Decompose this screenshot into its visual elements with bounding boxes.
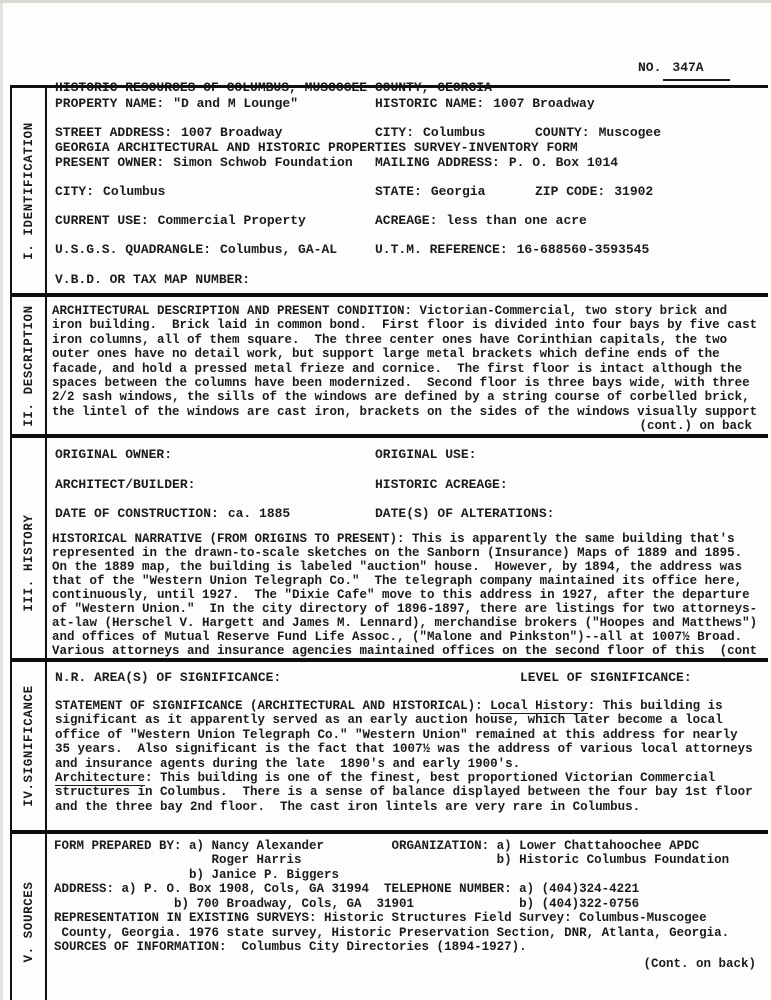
field-value: Columbus, GA-AL — [220, 242, 338, 258]
section-significance — [12, 658, 768, 830]
continued-tail: (cont — [704, 643, 758, 658]
field-label: N.R. AREA(S) OF SIGNIFICANCE: — [55, 670, 282, 685]
field-level-of-significance — [520, 670, 692, 687]
field-value: less than one acre — [446, 213, 587, 229]
field-label: MAILING ADDRESS: — [375, 154, 500, 170]
paragraph-line: 2/2 sash windows, the sills of the windows are defined by a string course of corbelled brick, — [52, 390, 750, 405]
field-current-use — [55, 206, 375, 235]
statement-tail: : This building is — [587, 699, 723, 713]
field-value: Commercial Property — [157, 213, 306, 229]
field-value: 31902 — [614, 183, 654, 199]
field-label: ZIP CODE: — [535, 183, 606, 199]
section-sources — [12, 830, 768, 1000]
section-significance-content — [47, 662, 768, 830]
sources-line: ADDRESS: a) P. O. Box 1908, Cols, GA 31994 TELEPHONE NUMBER: a) (404)324-4221 — [54, 882, 640, 897]
paragraph-line: at-law (Herschel V. Hargett and James M. Lennard), merchandise brokers ("Hoopes and Matthews") — [52, 615, 758, 630]
architecture-tail: : This building is one of the finest, best proportioned Victorian Commercial — [145, 771, 716, 786]
sources-line: SOURCES OF INFORMATION: Columbus City Directories (1894-1927). — [54, 940, 527, 955]
field-label: ORIGINAL USE: — [375, 447, 477, 462]
section-sources-label: V. SOURCES — [21, 881, 36, 963]
paragraph-line: HISTORICAL NARRATIVE (FROM ORIGINS TO PRESENT): This is apparently the same building that's — [52, 531, 735, 546]
header-line1: HISTORIC RESOURCES OF COLUMBUS, MUSCOGEE COUNTY, GEORGIA — [55, 80, 492, 95]
field-label: PROPERTY NAME: — [55, 96, 165, 111]
paragraph-line: and insurance agents during the late 1890's and early 1900's. — [55, 756, 521, 771]
field-value: 1007 Broadway — [181, 125, 283, 141]
field-value: P. O. Box 1014 — [508, 154, 619, 170]
field-label: V.B.D. OR TAX MAP NUMBER: — [55, 271, 251, 287]
paragraph-line: continuously, until 1927. The "Dixie Cafe" move to this address in 1927, after the departure — [52, 587, 750, 602]
statement-of-significance — [55, 699, 762, 814]
field-city — [55, 177, 375, 206]
paragraph-line: structures in Columbus. There is a sense of balance displayed between the four bay 1st floor — [55, 785, 753, 800]
field-row — [47, 148, 768, 177]
field-city-county — [375, 118, 768, 147]
form-number-label: NO. — [638, 60, 662, 75]
field-vbd-tax-map — [55, 265, 375, 293]
field-value: Muscogee — [598, 125, 662, 141]
field-original-use — [375, 440, 762, 470]
paragraph-line: iron columns, all of them square. The three center ones have Corinthian capitals, the two — [52, 332, 728, 347]
field-usgs-quadrangle — [55, 235, 375, 264]
field-label: CITY: — [55, 183, 95, 199]
field-label: HISTORIC ACREAGE: — [375, 476, 508, 492]
paragraph-line — [55, 699, 762, 713]
field-architect-builder — [55, 470, 375, 500]
paragraph-line: outer ones have no detail work, but support large metal brackets which define ends of the — [52, 347, 720, 362]
underlined-text: Local History — [490, 699, 588, 713]
section-identification-sidebar — [12, 88, 47, 293]
paragraph-line: significant as it apparently served as an early auction house, which later become a local — [55, 713, 723, 728]
sources-line: REPRESENTATION IN EXISTING SURVEYS: Historic Structures Field Survey: Columbus-Muscogee — [54, 911, 707, 926]
field-utm-reference — [375, 235, 768, 264]
field-row — [47, 440, 762, 470]
field-label: ACREAGE: — [375, 213, 438, 229]
field-label: LEVEL OF SIGNIFICANCE: — [520, 670, 692, 685]
header-line2: GEORGIA ARCHITECTURAL AND HISTORIC PROPERTIES SURVEY-INVENTORY FORM — [55, 140, 578, 155]
section-significance-sidebar — [12, 662, 47, 830]
continued-note: (cont.) on back — [639, 419, 752, 434]
section-history-content — [47, 438, 768, 658]
section-description-sidebar — [12, 297, 47, 434]
field-row — [47, 499, 762, 529]
paragraph-line: ARCHITECTURAL DESCRIPTION AND PRESENT CONDITION: Victorian-Commercial, two story brick and — [52, 304, 728, 318]
field-value: Simon Schwob Foundation — [173, 154, 353, 170]
field-row — [47, 235, 768, 264]
field-state-zip — [375, 177, 768, 206]
section-identification — [12, 85, 768, 293]
section-sources-content — [47, 834, 768, 1000]
field-original-owner — [55, 440, 375, 470]
paragraph-line: of "Western Union." In the city directory of 1896-1897, there are listings for two attorneys- — [52, 601, 758, 616]
sources-line: Roger Harris b) Historic Columbus Foundation — [54, 853, 730, 868]
field-city — [375, 118, 535, 147]
sources-line: b) Janice P. Biggers — [54, 867, 340, 882]
paragraph-line: spaces between the columns have been modernized. Second floor is three bays wide, with three — [52, 376, 750, 391]
paragraph-line — [55, 771, 762, 785]
paragraph-line: that of the "Western Union Telegraph Co." The telegraph company maintained its office here, — [52, 573, 743, 588]
paragraph-line: the lintel of the windows are cast iron, brackets on the sides of the windows visually support — [52, 404, 758, 419]
field-label: DATE(S) OF ALTERATIONS: — [375, 506, 555, 521]
paragraph-line: facade, and hold a pressed metal frieze and cornice. The first floor is intact although the — [52, 361, 743, 376]
sources-line: b) 700 Broadway, Cols, GA 31901 b) (404)322-0756 — [54, 896, 640, 911]
sources-line: FORM PREPARED BY: a) Nancy Alexander ORGANIZATION: a) Lower Chattahoochee APDC — [54, 839, 700, 853]
field-nr-areas-of-significance — [55, 670, 520, 687]
paragraph-line: On the 1889 map, the building is labeled "auction" house. However, by 1894, the address was — [52, 559, 743, 574]
paragraph-line: 35 years. Also significant is the fact that 1007½ was the address of various local attorneys — [55, 742, 753, 757]
field-label: ORIGINAL OWNER: — [55, 447, 173, 462]
field-row — [47, 177, 768, 206]
paragraph-line: office of "Western Union Telegraph Co." "Western Union" remained at this address for nearly — [55, 727, 738, 742]
field-dates-of-alterations — [375, 499, 762, 529]
field-label: ARCHITECT/BUILDER: — [55, 476, 196, 492]
field-value: 16-688560-3593545 — [516, 242, 650, 258]
field-zip-code — [535, 184, 653, 199]
field-date-of-construction — [55, 499, 375, 529]
underlined-text: Various attorneys and insurance agencies maintained offices on the second floor of this — [52, 643, 705, 658]
section-description — [12, 293, 768, 434]
field-value: 1007 Broadway — [493, 96, 595, 111]
field-label: DATE OF CONSTRUCTION: — [55, 506, 219, 521]
field-label: U.S.G.S. QUADRANGLE: — [55, 242, 212, 258]
section-history-sidebar — [12, 438, 47, 658]
field-mailing-address — [375, 148, 768, 177]
paragraph-line: represented in the drawn-to-scale sketches on the Sanborn (Insurance) Maps of 1889 and 1895. — [52, 545, 743, 560]
field-label: PRESENT OWNER: — [55, 154, 165, 170]
field-label: U.T.M. REFERENCE: — [375, 242, 508, 258]
field-label: HISTORIC NAME: — [375, 96, 485, 111]
field-row — [55, 670, 762, 687]
field-value: Columbus — [423, 125, 486, 141]
field-label: CURRENT USE: — [55, 213, 149, 229]
field-row — [47, 89, 768, 118]
field-row — [47, 118, 768, 147]
field-present-owner — [55, 148, 375, 177]
field-state — [375, 177, 535, 206]
section-significance-label: IV.SIGNIFICANCE — [21, 685, 36, 807]
form-number — [638, 58, 730, 81]
continued-note: (Cont. on back) — [643, 956, 756, 971]
field-historic-acreage — [375, 470, 762, 500]
field-label: CITY: — [375, 125, 415, 141]
section-description-label: II. DESCRIPTION — [21, 304, 36, 427]
field-label: STATE: — [375, 183, 422, 199]
form-body — [10, 85, 768, 1000]
field-value: Columbus — [103, 183, 166, 199]
field-row — [47, 470, 762, 500]
field-value: Georgia — [430, 183, 486, 199]
historical-narrative — [47, 532, 762, 658]
paragraph-line-underlined — [52, 644, 762, 658]
field-label: STREET ADDRESS: — [55, 125, 173, 141]
section-sources-sidebar — [12, 834, 47, 1000]
statement-head: STATEMENT OF SIGNIFICANCE (ARCHITECTURAL AND HISTORICAL): — [55, 699, 491, 713]
section-history-label: III. HISTORY — [21, 514, 36, 612]
underlined-text: Architecture — [55, 771, 146, 786]
paragraph-line: iron building. Brick laid in common bond. First floor is divided into four bays by five cast — [52, 318, 758, 333]
field-row — [47, 265, 768, 293]
section-identification-label: I. IDENTIFICATION — [21, 121, 36, 260]
form-number-value: 347A — [663, 58, 729, 81]
paragraph-line: and the three bay 2nd floor. The cast iron lintels are very rare in Columbus. — [55, 799, 641, 814]
section-history — [12, 434, 768, 658]
field-value: "D and M Lounge" — [173, 96, 299, 111]
section-description-content — [47, 297, 768, 434]
field-row — [47, 206, 768, 235]
field-acreage — [375, 206, 768, 235]
field-county — [535, 125, 661, 140]
paragraph-line: and offices of Mutual Reserve Fund Life Assoc., ("Malone and Pinkston")--all at 1007½ Broad. — [52, 629, 743, 644]
field-label: COUNTY: — [535, 125, 590, 141]
sources-line: County, Georgia. 1976 state survey, Historic Preservation Section, DNR, Atlanta, Georgia. — [54, 925, 730, 940]
field-historic-name — [375, 89, 768, 118]
field-street-address — [55, 118, 375, 147]
section-identification-content — [47, 88, 768, 293]
field-value: ca. 1885 — [227, 506, 291, 521]
field-property-name — [55, 89, 375, 118]
